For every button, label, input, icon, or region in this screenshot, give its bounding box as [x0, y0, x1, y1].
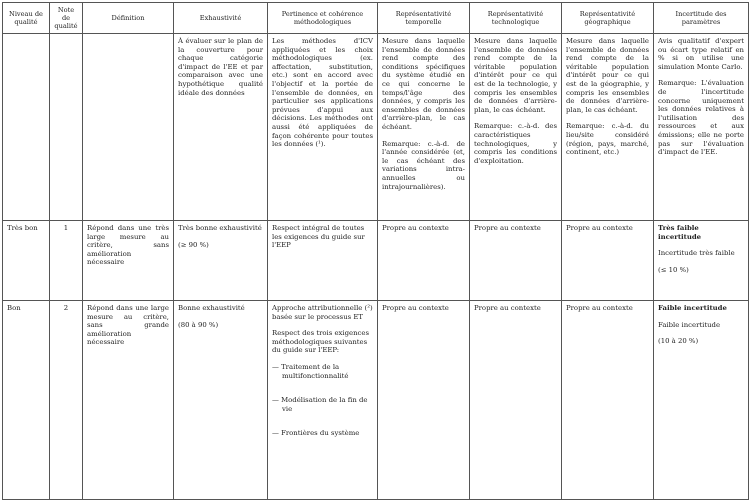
- cell-definition: Répond dans une large mesure au critère, sans grande amélioration nécessaire: [83, 301, 174, 500]
- pertinence-requirements: Respect des trois exigences méthodologiques suivantes du guide sur l'EEP:: [272, 329, 370, 355]
- cell-niveau: Très bon: [3, 221, 50, 301]
- definition-row: [3, 34, 749, 221]
- header-niveau: Niveau de qualité: [3, 3, 50, 34]
- header-temporelle: Représentativité temporelle: [378, 3, 470, 34]
- cell-niveau: Bon: [3, 301, 50, 500]
- incertitude-label: Incertitude très faible: [658, 249, 735, 258]
- cell-technologique-def: [470, 34, 562, 221]
- pertinence-item: — Modélisation de la fin de vie: [272, 396, 368, 413]
- exhaustivite-range: (≥ 90 %): [178, 240, 209, 249]
- incertitude-label: Faible incertitude: [658, 320, 721, 329]
- incertitude-range: (10 à 20 %): [658, 337, 699, 346]
- incertitude-range: (≤ 10 %): [658, 265, 689, 274]
- header-incertitude: Incertitude des paramètres: [654, 3, 749, 34]
- exhaustivite-label: Très bonne exhaustivité: [178, 224, 262, 232]
- temporelle-def-remark: Remarque: c.-à-d. de l'année considérée (et, le cas échéant des variations intra-annuelles ou intrajournalières).: [382, 139, 465, 191]
- cell-exhaustivite: [174, 221, 268, 301]
- cell-pertinence: [268, 301, 378, 500]
- cell-temporelle: Propre au contexte: [378, 221, 470, 301]
- incertitude-level: Très faible incertitude: [658, 224, 702, 241]
- cell-note: 2: [50, 301, 83, 500]
- incertitude-level: Faible incertitude: [658, 304, 727, 312]
- header-technologique: Représentativité technologique: [470, 3, 562, 34]
- header-row: [3, 3, 749, 34]
- technologique-def-text: Mesure dans laquelle l'ensemble de données rend compte de la véritable population d'intérêt pour ce qui est de la technologie, y compris les ensembles de données d'arrière-plan, le cas échéant.: [474, 37, 557, 114]
- cell-pertinence-def: [268, 34, 378, 221]
- table-row: [3, 221, 749, 301]
- incertitude-def-remark: Remarque: L'évaluation de l'incertitude concerne uniquement les données relatives à l'utilisation des ressources et aux émissions; elle ne porte pas sur l'évaluation d'impact de l'EE.: [658, 79, 744, 157]
- pertinence-item: — Traitement de la multifonctionnalité: [272, 362, 349, 380]
- cell-incertitude-def: [654, 34, 749, 221]
- cell-note: 1: [50, 221, 83, 301]
- cell-technologique: Propre au contexte: [470, 301, 562, 500]
- cell-incertitude: [654, 221, 749, 301]
- cell-technologique: Propre au contexte: [470, 221, 562, 301]
- cell-temporelle-def: [378, 34, 470, 221]
- geographique-def-text: Mesure dans laquelle l'ensemble de données rend compte de la véritable population d'intérêt pour ce qui est de la géographie, y compris les ensembles de données d'arrière-plan, le cas échéant.: [566, 37, 649, 114]
- header-pertinence: Pertinence et cohérence méthodologiques: [268, 3, 378, 34]
- cell-geographique-def: [562, 34, 654, 221]
- exhaustivite-def-text: À évaluer sur le plan de la couverture pour chaque catégorie d'impact de l'EE et par comparaison avec une hypothétique qualité idéale des données: [178, 37, 263, 97]
- cell-incertitude: [654, 301, 749, 500]
- technologique-def-remark: Remarque: c.-à-d. des caractéristiques technologiques, y compris les conditions d'exploitation.: [474, 122, 557, 165]
- header-exhaustivite: Exhaustivité: [174, 3, 268, 34]
- cell-geographique: Propre au contexte: [562, 301, 654, 500]
- exhaustivite-label: Bonne exhaustivité: [178, 304, 245, 312]
- exhaustivite-range: (80 à 90 %): [178, 320, 219, 329]
- table-row: [3, 301, 749, 500]
- cell-empty: [50, 34, 83, 221]
- cell-exhaustivite: [174, 301, 268, 500]
- header-geographique: Représentativité géographique: [562, 3, 654, 34]
- cell-empty: [83, 34, 174, 221]
- header-definition: Définition: [83, 3, 174, 34]
- geographique-def-remark: Remarque: c.-à-d. du lieu/site considéré (région, pays, marché, continent, etc.): [566, 122, 649, 157]
- pertinence-item: — Frontières du système: [272, 429, 360, 438]
- quality-table: [2, 2, 749, 500]
- cell-empty: [3, 34, 50, 221]
- cell-temporelle: Propre au contexte: [378, 301, 470, 500]
- cell-geographique: Propre au contexte: [562, 221, 654, 301]
- temporelle-def-text: Mesure dans laquelle l'ensemble de données rend compte des conditions spécifiques du système étudié en ce qui concerne le temps/l'âge des données, y compris les ensembles de données d'arrière-plan, le cas échéant.: [382, 37, 465, 131]
- header-note: Note de qualité: [50, 3, 83, 34]
- cell-definition: Répond dans une très large mesure au critère, sans amélioration nécessaire: [83, 221, 174, 301]
- cell-pertinence: Respect intégral de toutes les exigences du guide sur l'EEP: [268, 221, 378, 301]
- pertinence-approach: Approche attributionnelle (²) basée sur le processus ET: [272, 304, 373, 321]
- cell-exhaustivite-def: [174, 34, 268, 221]
- pertinence-def-text: Les méthodes d'ICV appliquées et les choix méthodologiques (ex. affectation, substitution, etc.) sont en accord avec l'objectif et la portée de l'ensemble de données, en particulier ses applications prévues d'appui aux décisions. Les méthodes ont aussi été appliquées de façon cohérente pour toutes les données (¹).: [272, 37, 373, 149]
- incertitude-def-text: Avis qualitatif d'expert ou écart type relatif en % si on utilise une simulation Monte Carlo.: [658, 37, 744, 71]
